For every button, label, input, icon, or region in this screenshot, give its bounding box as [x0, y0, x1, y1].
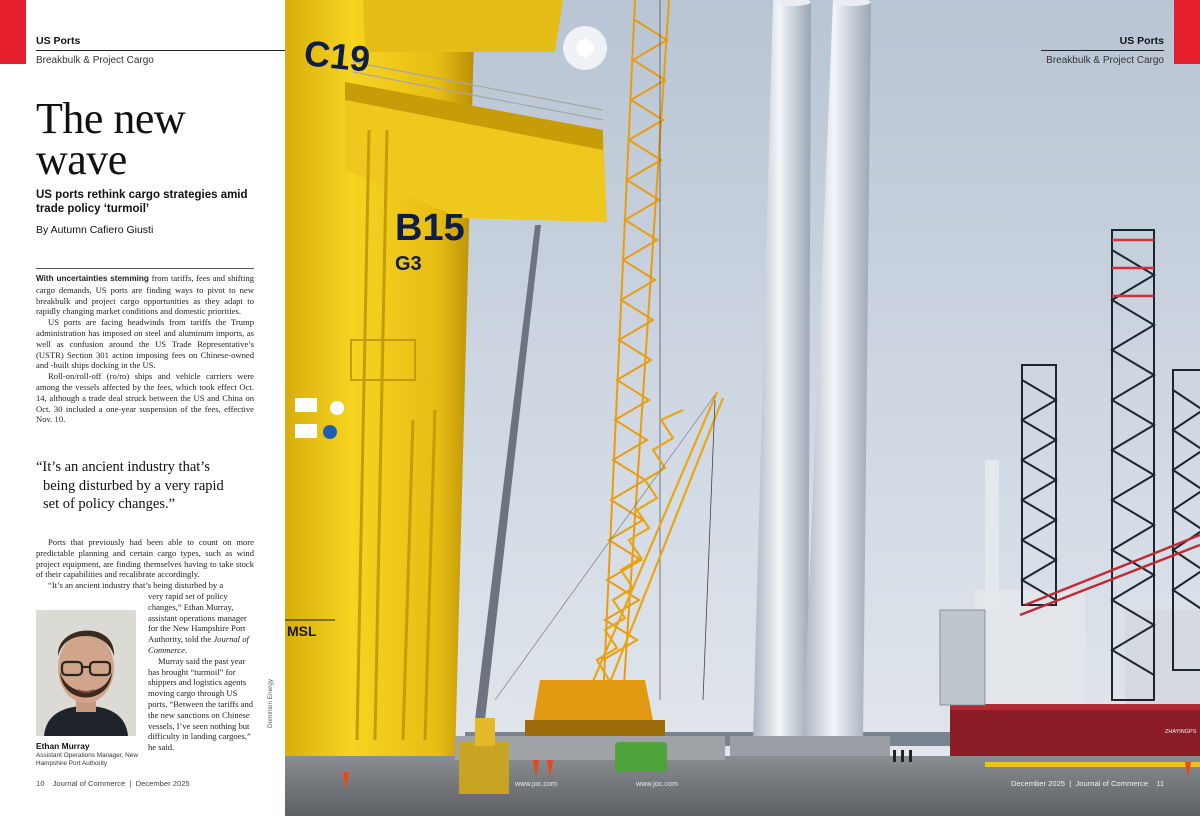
caption-title: Assistant Operations Manager, New Hampshire Port Authority — [36, 752, 138, 767]
folio-left — [36, 779, 190, 788]
header-rule-right — [1041, 50, 1164, 51]
byline: By Autumn Cafiero Giusti — [36, 224, 154, 236]
article-column — [0, 0, 285, 816]
headline-line-1: The new — [36, 94, 186, 143]
web-address-right: www.joc.com — [636, 779, 678, 788]
folio-left-separator: | — [127, 779, 136, 788]
deck: US ports rethink cargo strategies amid trade policy ‘turmoil’ — [36, 189, 248, 215]
section-label-left: US Ports — [36, 35, 81, 47]
monopile-label-g3: G3 — [395, 253, 422, 275]
paragraph-4: Ports that previously had been able to count on more predictable planning and certain cargo types, such as wind project equipment, are finding themselves having to take stock of their capabilities and recalibrate accordingly. — [36, 537, 254, 580]
monopile-label-c19: C19 — [302, 32, 373, 80]
accent-tab-left — [0, 0, 26, 64]
folio-left-date: December 2025 — [135, 779, 190, 788]
subsection-label-left: Breakbulk & Project Cargo — [36, 55, 154, 66]
folio-right-date: December 2025 — [1011, 779, 1066, 788]
folio-right-separator: | — [1067, 779, 1076, 788]
folio-right-page-number: 11 — [1156, 779, 1165, 788]
paragraph-1-text: from tariffs, fees and shifting cargo demands, US ports are finding ways to pivot to new breakbulk and project cargo opportunities as they adapt to rapidly changing market conditions and domestic priorities. — [36, 273, 255, 317]
subsection-label-right: Breakbulk & Project Cargo — [1046, 55, 1164, 66]
folio-right — [1011, 779, 1164, 788]
headline — [36, 94, 276, 184]
body-column-1 — [36, 273, 254, 425]
folio-left-publication: Journal of Commerce — [52, 779, 126, 788]
headshot-photo — [36, 610, 136, 736]
publication-name: Journal of Commerce — [148, 634, 249, 655]
caption-name: Ethan Murray — [36, 741, 90, 751]
headline-line-2: wave — [36, 135, 127, 184]
folio-right-publication: Journal of Commerce — [1075, 779, 1149, 788]
pull-quote-line-3: set of policy changes.” — [43, 496, 176, 512]
lead-in: With uncertainties stemming — [36, 274, 149, 283]
paragraph-5-text-a: very rapid set of policy changes,” Ethan Murray, assistant operations manager for the New Hampshire Port Authority, told the — [148, 591, 247, 645]
paragraph-5-text-b: . — [184, 644, 188, 655]
paragraph-6: Murray said the past year has brought “turmoil” for shippers and logistics agents moving cargo through US ports. “Between the tariffs and the new sanctions on Chinese vessels, I’ve seen nothing but difficulty in landing cargoes,” he said. — [148, 655, 254, 753]
paragraph-2: US ports are facing headwinds from tariffs the Trump administration has imposed on steel and aluminum imports, as well as confusion around the US Trade Representative’s (USTR) Section 301 action imposing fees on Chinese-owned and -built ships docking in the US. — [36, 317, 254, 371]
paragraph-5-continued — [148, 591, 254, 656]
paragraph-5-start: “It’s an ancient industry that’s being disturbed by a — [48, 580, 224, 591]
photo-credit: Dominion Energy — [267, 678, 274, 728]
pull-quote — [36, 458, 251, 514]
monopile-label-b15: B15 — [395, 207, 465, 249]
body-column-3 — [148, 591, 254, 753]
body-column-2 — [36, 537, 254, 591]
folio-left-page-number: 10 — [36, 779, 45, 788]
web-address-left: www.joc.com — [515, 779, 557, 788]
header-rule-left — [36, 50, 285, 51]
pull-quote-line-1: “It’s an ancient industry that’s — [36, 459, 210, 475]
monopile-label-msl: MSL — [287, 623, 317, 639]
body-rule — [36, 268, 254, 269]
paragraph-3: Roll-on/roll-off (ro/ro) ships and vehicle carriers were among the vessels affected by the fees, which took effect Oct. 14, although a trade deal struck between the US and China on Oct. 30 included a one-year suspension of the fees, effective Nov. 10. — [36, 371, 254, 425]
accent-tab-right — [1174, 0, 1200, 64]
pull-quote-line-2: being disturbed by a very rapid — [43, 477, 224, 494]
vessel-name-label: ZHAYINGPS — [1165, 729, 1197, 735]
paragraph-1 — [36, 273, 254, 317]
section-label-right: US Ports — [1119, 35, 1164, 47]
cover-photo — [285, 0, 1200, 816]
